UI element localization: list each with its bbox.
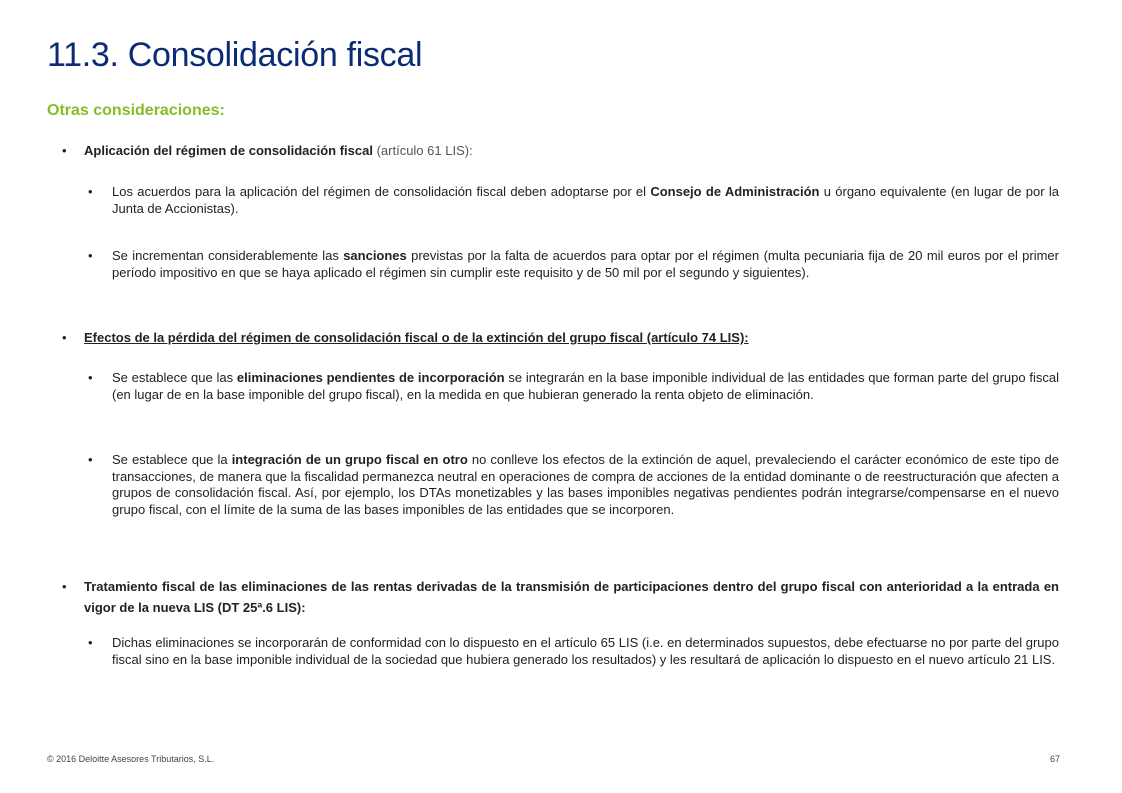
footer-copyright: © 2016 Deloitte Asesores Tributarios, S.L. xyxy=(47,754,215,764)
section-subtitle: Otras consideraciones: xyxy=(47,102,225,119)
section-heading-bold: Aplicación del régimen de consolidación fiscal xyxy=(84,143,373,158)
list-item-text: se integrarán en la base imponible individual de las entidades que forman parte del grupo fiscal (en lugar de en la base imponible del grupo fiscal), en la medida en que hubieran generado la renta objeto de eliminación. xyxy=(112,370,1059,402)
list-item xyxy=(112,370,1059,403)
section-heading-eliminations xyxy=(84,576,1059,618)
list-item-text: Dichas eliminaciones se incorporarán de conformidad con lo dispuesto en el artículo 65 LIS (i.e. en determinados supuestos, debe efectuarse no por parte del grupo fiscal sino en la base imponible individual de la sociedad que hubiera generado los resultados) y les resultará de aplicación lo dispuesto en el nuevo artículo 21 LIS. xyxy=(112,635,1059,667)
list-item-text: Se incrementan considerablemente las xyxy=(112,248,344,263)
section-heading-consolidation-regime xyxy=(84,143,1059,160)
section-heading-bold: Tratamiento fiscal de las eliminaciones de las rentas derivadas de la transmisión de participaciones dentro del grupo fiscal con anterioridad a la entrada en vigor de la nueva LIS (DT 25ª.6 LIS): xyxy=(84,579,1059,615)
section-heading-loss-of-regime xyxy=(84,330,1059,347)
list-item-text: Se establece que la xyxy=(112,452,232,467)
list-item-text: no conlleve los efectos de la extinción de aquel, prevaleciendo el carácter económico de este tipo de transacciones, de manera que la fiscalidad permanezca neutral en operaciones de compra de acciones de la entidad dominante o de reestructuración que afecten a grupos de consolidación fiscal. Así, por ejemplo, los DTAs monetizables y las bases imponibles negativas pendientes podrán integrarse/compensarse en el nuevo grupo fiscal, con el límite de la suma de las bases imponibles de las entidades que se incorporen. xyxy=(112,452,1059,517)
list-item-bold: Consejo de Administración xyxy=(650,184,820,199)
page-title: 11.3. Consolidación fiscal xyxy=(47,36,423,74)
list-item-text: previstas por la falta de acuerdos para optar por el régimen (multa pecuniaria fija de 20 mil euros por el primer período impositivo en que se haya aplicado el régimen sin cumplir este requisito y de 50 mil por el segundo y siguientes). xyxy=(112,248,1059,280)
list-item-bold: eliminaciones pendientes de incorporación xyxy=(236,370,505,385)
list-item-text: Se establece que las xyxy=(112,370,237,385)
list-item xyxy=(112,184,1059,217)
section-heading-ref: (artículo 61 LIS): xyxy=(372,143,473,158)
list-item xyxy=(112,635,1059,668)
list-item-text: Los acuerdos para la aplicación del régimen de consolidación fiscal deben adoptarse por el xyxy=(112,184,651,199)
section-heading-underlined: Efectos de la pérdida del régimen de consolidación fiscal o de la extinción del grupo fiscal (artículo 74 LIS): xyxy=(84,330,749,345)
list-item xyxy=(112,452,1059,518)
list-item-bold: sanciones xyxy=(343,248,407,263)
footer-page-number: 67 xyxy=(1049,754,1060,764)
list-item-bold: integración de un grupo fiscal en otro xyxy=(231,452,468,467)
list-item-text: u órgano equivalente (en lugar de por la Junta de Accionistas). xyxy=(112,184,1059,216)
list-item xyxy=(112,248,1059,281)
